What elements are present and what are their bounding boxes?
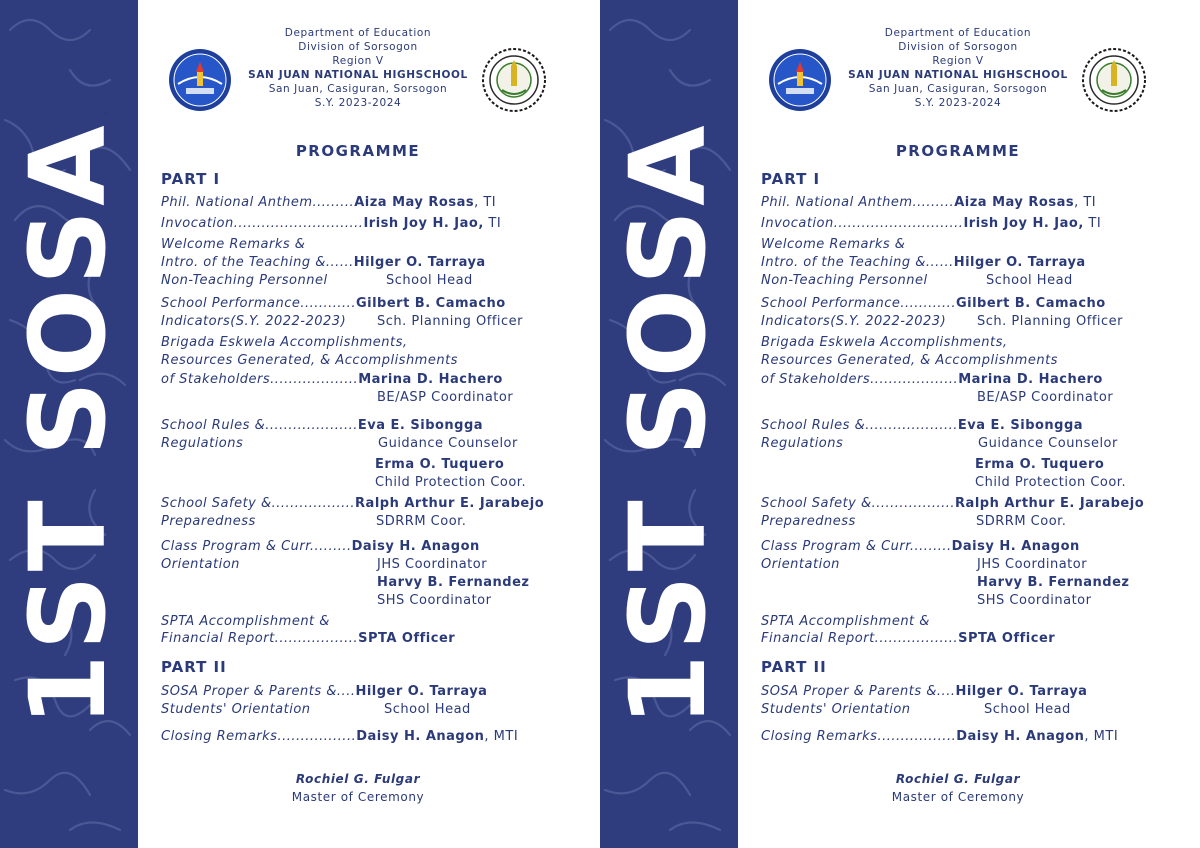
rules-role-2: Child Protection Coor. <box>975 475 1127 490</box>
brigada-label-3: of Stakeholders................... <box>161 372 359 387</box>
invocation-label: Invocation............................ <box>761 216 964 231</box>
class-name: Daisy H. Anagon <box>951 539 1080 554</box>
rules-label-1: School Rules &.................... <box>761 418 958 433</box>
welcome-row-2 <box>161 254 486 272</box>
welcome-label-2: Intro. of the Teaching &...... <box>161 255 354 270</box>
deped-seal-icon <box>768 48 832 112</box>
rules-name-2: Erma O. Tuquero <box>375 457 505 472</box>
sosa-label-1: SOSA Proper & Parents &.... <box>761 684 956 699</box>
sosa-name: Hilger O. Tarraya <box>355 684 488 699</box>
class-role-2: SHS Coordinator <box>377 593 492 608</box>
class-row-2 <box>161 556 240 574</box>
header-line-1: Department of Education <box>284 27 432 39</box>
class-row-2 <box>761 556 840 574</box>
emcee-name-text: Rochiel G. Fulgar <box>895 772 1021 786</box>
school-seal-icon <box>1082 48 1146 112</box>
performance-label-1: School Performance............ <box>761 296 956 311</box>
part-one-heading: PART I <box>761 170 821 188</box>
closing-row <box>761 728 1118 746</box>
part-two-heading: PART II <box>761 658 827 676</box>
safety-role: SDRRM Coor. <box>976 514 1067 529</box>
performance-row-1 <box>161 295 506 313</box>
header-school-name: SAN JUAN NATIONAL HIGHSCHOOL <box>248 69 468 81</box>
rules-label-1: School Rules &.................... <box>161 418 358 433</box>
safety-row-2 <box>161 513 256 531</box>
invocation-row <box>761 215 1101 233</box>
invocation-name: Irish Joy H. Jao, <box>363 216 484 231</box>
anthem-role: , TI <box>1074 195 1097 210</box>
welcome-name: Hilger O. Tarraya <box>953 255 1086 270</box>
spta-row-1 <box>761 613 930 631</box>
invocation-role: TI <box>483 216 502 231</box>
class-row-1 <box>761 538 1080 556</box>
brigada-row-3 <box>761 371 1103 389</box>
closing-name: Daisy H. Anagon <box>356 729 485 744</box>
header-line-5: San Juan, Casiguran, Sorsogon <box>268 83 448 95</box>
brigada-label-1: Brigada Eskwela Accomplishments, <box>761 335 1008 350</box>
rules-role-2: Child Protection Coor. <box>375 475 527 490</box>
safety-row-1 <box>161 495 544 513</box>
safety-name: Ralph Arthur E. Jarabejo <box>355 496 545 511</box>
safety-label-2: Preparedness <box>161 514 256 529</box>
welcome-row-2 <box>761 254 1086 272</box>
rules-row-1 <box>161 417 483 435</box>
class-role-2: SHS Coordinator <box>977 593 1092 608</box>
welcome-row-3 <box>761 272 928 290</box>
spta-label-2: Financial Report.................. <box>761 631 959 646</box>
class-name-2: Harvy B. Fernandez <box>377 575 530 590</box>
sosa-role: School Head <box>384 702 471 717</box>
class-role: JHS Coordinator <box>977 557 1088 572</box>
spta-name: SPTA Officer <box>358 631 456 646</box>
welcome-role: School Head <box>386 273 473 288</box>
brigada-label-2: Resources Generated, & Accomplishments <box>761 353 1058 368</box>
side-band <box>0 0 138 848</box>
sosa-row-1 <box>161 683 487 701</box>
brigada-row-2 <box>761 352 1058 370</box>
performance-name: Gilbert B. Camacho <box>355 296 506 311</box>
safety-label-1: School Safety &.................. <box>761 496 956 511</box>
performance-role: Sch. Planning Officer <box>977 314 1124 329</box>
welcome-name: Hilger O. Tarraya <box>353 255 486 270</box>
header-line-2: Division of Sorsogon <box>898 41 1018 53</box>
safety-role: SDRRM Coor. <box>376 514 467 529</box>
brigada-row-1 <box>161 334 408 352</box>
vertical-title: 1ST SOSA <box>607 121 729 727</box>
rules-row-2 <box>761 435 843 453</box>
closing-role: , MTI <box>484 729 519 744</box>
safety-name: Ralph Arthur E. Jarabejo <box>955 496 1145 511</box>
welcome-role: School Head <box>986 273 1073 288</box>
class-row-1 <box>161 538 480 556</box>
closing-label: Closing Remarks................. <box>161 729 357 744</box>
header-line-2: Division of Sorsogon <box>298 41 418 53</box>
safety-label-1: School Safety &.................. <box>161 496 356 511</box>
class-label-2: Orientation <box>161 557 240 572</box>
vertical-title: 1ST SOSA <box>7 121 129 727</box>
class-label-1: Class Program & Curr......... <box>761 539 952 554</box>
header-school-year: S.Y. 2023-2024 <box>914 97 1002 109</box>
sosa-label-2: Students' Orientation <box>761 702 911 717</box>
header-school-year: S.Y. 2023-2024 <box>314 97 402 109</box>
part-one-heading: PART I <box>161 170 221 188</box>
class-name: Daisy H. Anagon <box>351 539 480 554</box>
performance-row-2 <box>761 313 946 331</box>
header-line-3: Region V <box>332 55 384 67</box>
performance-name: Gilbert B. Camacho <box>955 296 1106 311</box>
welcome-row-1 <box>761 236 905 254</box>
spta-row-2 <box>161 630 455 648</box>
safety-row-2 <box>761 513 856 531</box>
anthem-row <box>761 194 1096 212</box>
performance-label-2: Indicators(S.Y. 2022-2023) <box>761 314 947 329</box>
closing-row <box>161 728 518 746</box>
safety-label-2: Preparedness <box>761 514 856 529</box>
school-seal-icon <box>482 48 546 112</box>
welcome-label-3: Non-Teaching Personnel <box>761 273 928 288</box>
brigada-row-2 <box>161 352 458 370</box>
anthem-row <box>161 194 496 212</box>
sosa-label-1: SOSA Proper & Parents &.... <box>161 684 356 699</box>
rules-row-1 <box>761 417 1083 435</box>
sosa-row-1 <box>761 683 1087 701</box>
performance-role: Sch. Planning Officer <box>377 314 524 329</box>
invocation-name: Irish Joy H. Jao, <box>963 216 1084 231</box>
part-two-heading: PART II <box>161 658 227 676</box>
emcee-name <box>840 772 1076 786</box>
rules-role: Guidance Counselor <box>978 436 1118 451</box>
closing-label: Closing Remarks................. <box>761 729 957 744</box>
sosa-label-2: Students' Orientation <box>161 702 311 717</box>
programme-card-right <box>600 0 1200 848</box>
emcee-name-text: Rochiel G. Fulgar <box>295 772 421 786</box>
brigada-row-1 <box>761 334 1008 352</box>
spta-label-1: SPTA Accomplishment & <box>161 614 330 629</box>
class-role: JHS Coordinator <box>377 557 488 572</box>
sosa-role: School Head <box>984 702 1071 717</box>
programme-title: PROGRAMME <box>895 142 1021 160</box>
performance-label-2: Indicators(S.Y. 2022-2023) <box>161 314 347 329</box>
side-band <box>600 0 738 848</box>
header-line-1: Department of Education <box>884 27 1032 39</box>
sosa-row-2 <box>161 701 311 719</box>
stray-mark: v <box>102 106 108 117</box>
brigada-label-3: of Stakeholders................... <box>761 372 959 387</box>
header-school-name: SAN JUAN NATIONAL HIGHSCHOOL <box>848 69 1068 81</box>
rules-label-2: Regulations <box>761 436 844 451</box>
performance-row-2 <box>161 313 346 331</box>
anthem-name: Aiza May Rosas <box>354 195 475 210</box>
brigada-name: Marina D. Hachero <box>958 372 1103 387</box>
anthem-label: Phil. National Anthem......... <box>161 195 355 210</box>
invocation-role: TI <box>1083 216 1102 231</box>
spta-row-1 <box>161 613 330 631</box>
spta-label-2: Financial Report.................. <box>161 631 359 646</box>
school-header <box>840 26 1076 110</box>
welcome-label-1: Welcome Remarks & <box>161 237 306 252</box>
welcome-row-1 <box>161 236 305 254</box>
anthem-name: Aiza May Rosas <box>954 195 1075 210</box>
brigada-label-2: Resources Generated, & Accomplishments <box>161 353 458 368</box>
spta-row-2 <box>761 630 1055 648</box>
rules-name-2: Erma O. Tuquero <box>975 457 1105 472</box>
sosa-name: Hilger O. Tarraya <box>955 684 1088 699</box>
rules-name: Eva E. Sibongga <box>957 418 1084 433</box>
welcome-label-3: Non-Teaching Personnel <box>161 273 328 288</box>
invocation-label: Invocation............................ <box>161 216 364 231</box>
brigada-row-3 <box>161 371 503 389</box>
school-header <box>240 26 476 110</box>
welcome-label-1: Welcome Remarks & <box>761 237 906 252</box>
programme-title: PROGRAMME <box>295 142 421 160</box>
sosa-row-2 <box>761 701 911 719</box>
brigada-name: Marina D. Hachero <box>358 372 503 387</box>
spta-label-1: SPTA Accomplishment & <box>761 614 930 629</box>
class-name-2: Harvy B. Fernandez <box>977 575 1130 590</box>
welcome-row-3 <box>161 272 328 290</box>
safety-row-1 <box>761 495 1144 513</box>
invocation-row <box>161 215 501 233</box>
closing-name: Daisy H. Anagon <box>956 729 1085 744</box>
emcee-title: Master of Ceremony <box>891 790 1025 804</box>
emcee-name <box>240 772 476 786</box>
performance-label-1: School Performance............ <box>161 296 356 311</box>
deped-seal-icon <box>168 48 232 112</box>
closing-role: , MTI <box>1084 729 1119 744</box>
rules-role: Guidance Counselor <box>378 436 518 451</box>
rules-label-2: Regulations <box>161 436 244 451</box>
performance-row-1 <box>761 295 1106 313</box>
brigada-role: BE/ASP Coordinator <box>977 390 1114 405</box>
brigada-label-1: Brigada Eskwela Accomplishments, <box>161 335 408 350</box>
class-label-2: Orientation <box>761 557 840 572</box>
brigada-role: BE/ASP Coordinator <box>377 390 514 405</box>
welcome-label-2: Intro. of the Teaching &...... <box>761 255 954 270</box>
rules-name: Eva E. Sibongga <box>357 418 484 433</box>
class-label-1: Class Program & Curr......... <box>161 539 352 554</box>
header-line-3: Region V <box>932 55 984 67</box>
rules-row-2 <box>161 435 243 453</box>
anthem-role: , TI <box>474 195 497 210</box>
emcee-title: Master of Ceremony <box>291 790 425 804</box>
header-line-5: San Juan, Casiguran, Sorsogon <box>868 83 1048 95</box>
spta-name: SPTA Officer <box>958 631 1056 646</box>
anthem-label: Phil. National Anthem......... <box>761 195 955 210</box>
